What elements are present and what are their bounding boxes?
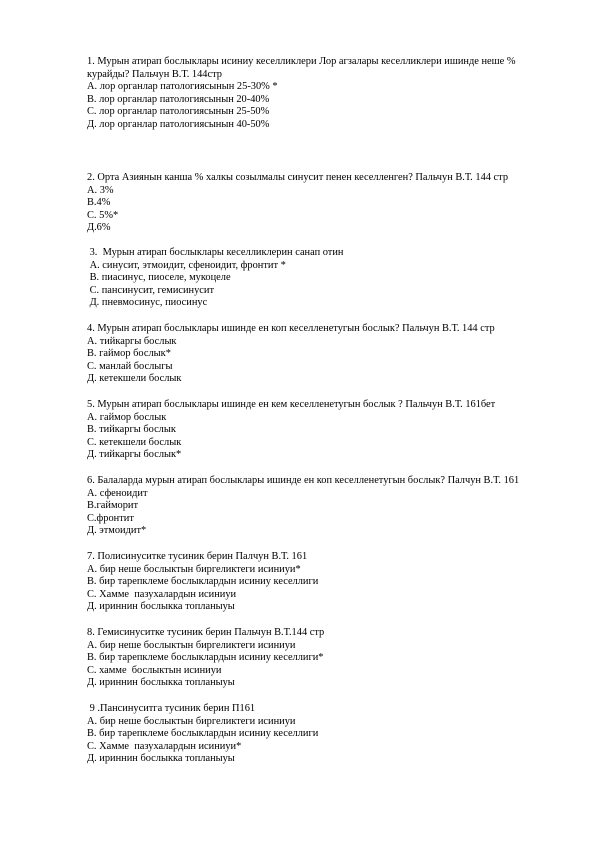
question-1-option-c: С. лор органлар патологиясынын 25-50% [87, 106, 270, 118]
question-9 [87, 703, 557, 766]
question-9-stem: 9 .Пансинуситга тусиник берин П161 [87, 703, 256, 714]
question-9-option-b: В. бир тарепклеме бослыклардын исиниу кеселлиги [87, 728, 319, 740]
question-9-option-d: Д. ириннин бослыкка топланыуы [87, 753, 235, 765]
question-8-option-b: В. бир тарепклеме бослыклардын исиниу кеселлиги* [87, 652, 324, 664]
question-6-stem: 6. Балаларда мурын атирап бослыклары ишинде ен коп кеселленетугын бослык? Палчун В.Т. 161 [87, 475, 520, 486]
question-3 [87, 247, 557, 310]
question-4 [87, 323, 557, 386]
question-6-option-c: С.фронтит [87, 512, 134, 524]
question-8-stem: 8. Гемисинуситке тусиник берин Пальчун В.Т.144 стр [87, 627, 325, 638]
question-9-option-c: С. Хамме пазухалардын исиниуи* [87, 740, 242, 752]
question-3-option-a: А. синусит, этмоидит, сфеноидит, фронтит * [87, 259, 286, 271]
question-5-option-c: С. кетекшели бослык [87, 436, 182, 448]
question-7-option-c: С. Хамме пазухалардын исиниуи [87, 588, 237, 600]
question-9-option-a: А. бир неше бослыктын биргеликтеги исиниуи [87, 715, 296, 727]
question-7 [87, 551, 557, 614]
question-1-option-a: А. лор органлар патологиясынын 25-30% * [87, 81, 278, 93]
question-8-option-d: Д. ириннин бослыкка топланыуы [87, 677, 235, 689]
question-8 [87, 627, 557, 690]
question-2-option-d: Д.6% [87, 222, 111, 234]
question-2 [87, 172, 557, 235]
question-1 [87, 56, 557, 132]
question-7-stem: 7. Полисинуситке тусиник берин Палчун В.Т. 161 [87, 551, 308, 562]
question-7-option-b: В. бир тарепклеме бослыклардын исиниу кеселлиги [87, 576, 319, 588]
question-3-option-b: В. пиасинус, пиоселе, мукоцеле [87, 272, 231, 284]
question-4-option-c: С. манлай бослыгы [87, 360, 173, 372]
question-5-option-d: Д. тийкаргы бослык* [87, 449, 182, 461]
question-8-option-a: А. бир неше бослыктын биргеликтеги исиниуи [87, 639, 296, 651]
question-8-option-c: С. хамме бослыктын исиниуи [87, 664, 222, 676]
question-7-option-d: Д. ириннин бослыкка топланыуы [87, 601, 235, 613]
question-4-option-a: А. тийкаргы бослык [87, 335, 177, 347]
question-1-option-b: В. лор органлар патологиясынын 20-40% [87, 93, 270, 105]
question-5-stem: 5. Мурын атирап бослыклары ишинде ен кем кеселленетугын бослык ? Пальчун В.Т. 161бет [87, 399, 496, 410]
question-7-option-a: А. бир неше бослыктын биргеликтеги исиниуи* [87, 563, 301, 575]
question-1-stem: 1. Мурын атирап бослыклары исиниу кеселликлери Лор агзалары кеселликлери ишинде неше % курайды? Пальчун В.Т. 144стр [87, 56, 516, 80]
question-2-option-a: А. 3% [87, 184, 114, 196]
question-3-option-d: Д. пневмосинус, пиосинус [87, 297, 208, 309]
question-5-option-b: В. тийкаргы бослык [87, 424, 176, 436]
question-2-stem: 2. Орта Азиянын канша % халкы созылмалы синусит пенен кеселленген? Пальчун В.Т. 144 стр [87, 172, 509, 183]
question-3-stem: 3. Мурын атирап бослыклары кеселликлерин санап отин [87, 247, 344, 258]
question-6-option-a: А. сфеноидит [87, 487, 148, 499]
question-6 [87, 475, 557, 538]
question-5-option-a: А. гаймор бослык [87, 411, 167, 423]
question-4-option-d: Д. кетекшели бослык [87, 373, 182, 385]
question-6-option-d: Д. этмоидит* [87, 525, 147, 537]
question-4-stem: 4. Мурын атирап бослыклары ишинде ен коп кеселленетугын бослык? Пальчун В.Т. 144 стр [87, 323, 495, 334]
question-2-option-c: С. 5%* [87, 209, 119, 221]
question-2-option-b: В.4% [87, 197, 111, 209]
question-5 [87, 399, 557, 462]
question-6-option-b: В.гайморит [87, 500, 139, 512]
question-4-option-b: В. гаймор бослык* [87, 348, 171, 360]
question-3-option-c: С. пансинусит, гемисинусит [87, 284, 215, 296]
question-1-option-d: Д. лор органлар патологиясынын 40-50% [87, 118, 270, 130]
